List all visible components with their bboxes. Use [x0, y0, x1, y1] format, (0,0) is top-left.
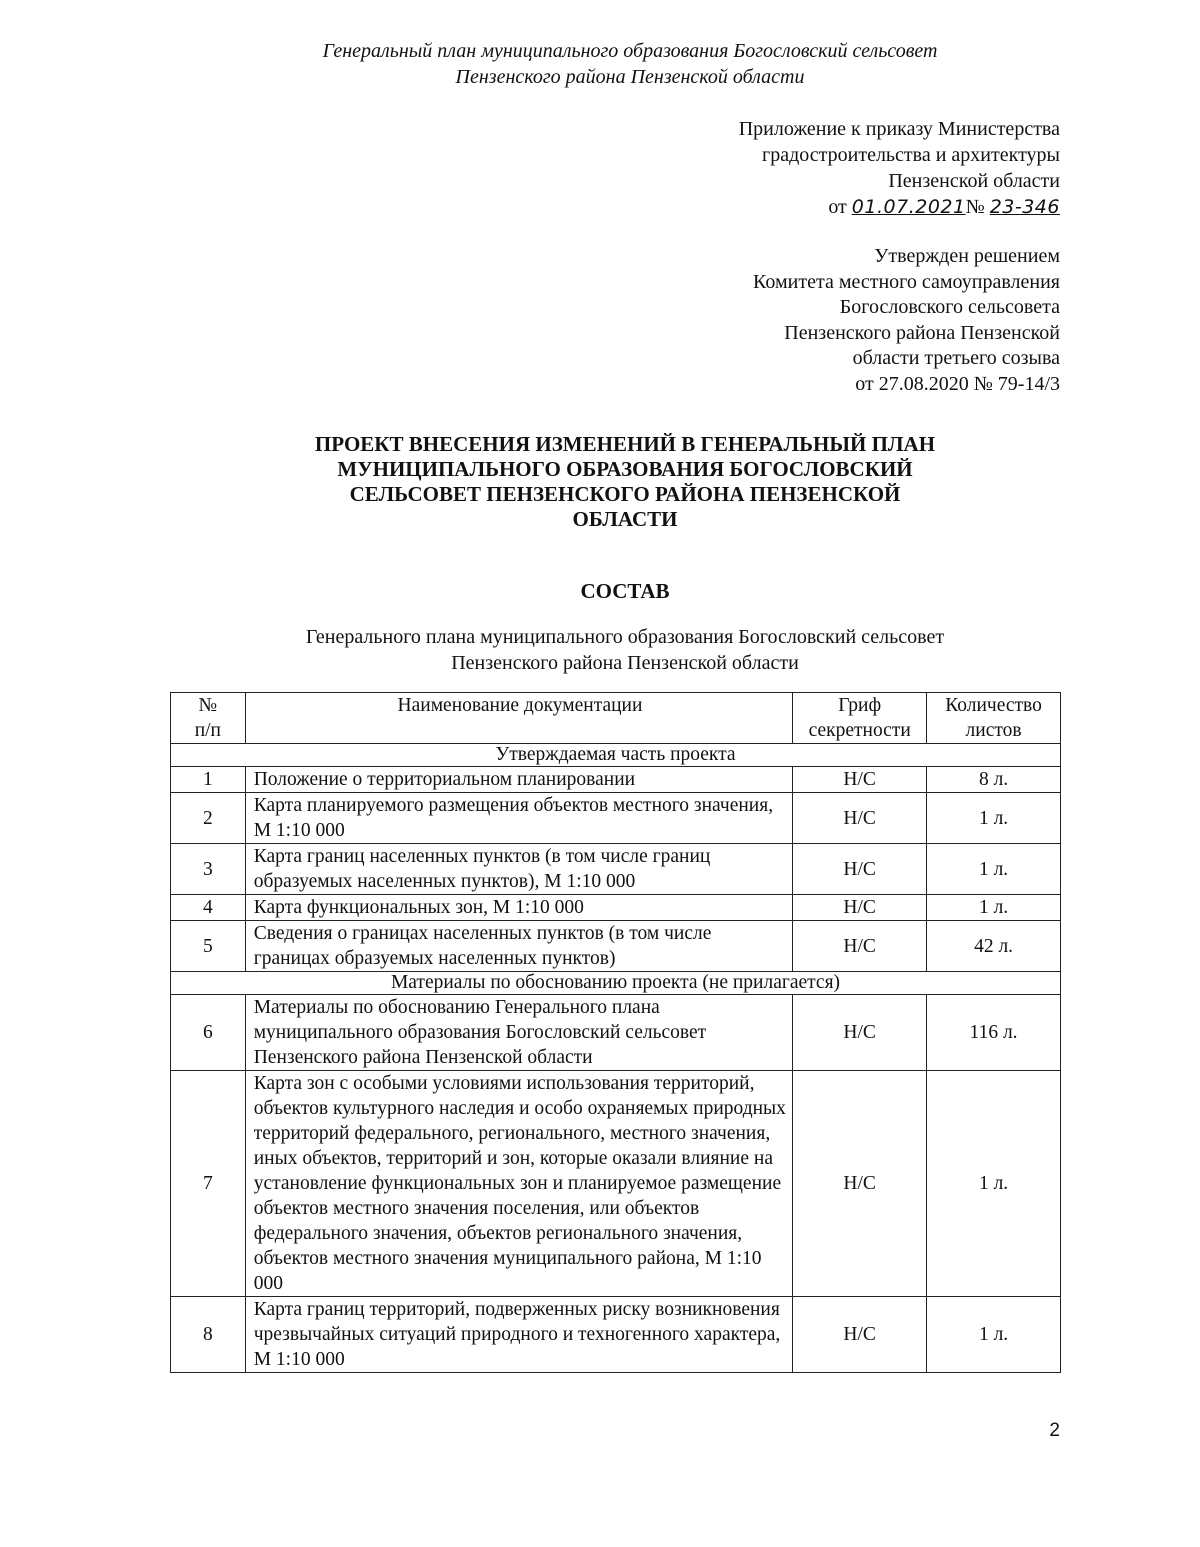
header-num-line-2: п/п [194, 720, 221, 741]
row-qty: 1 л. [927, 1071, 1061, 1297]
row-num: 3 [171, 844, 246, 895]
approval-line-4: Пензенского района Пензенской [784, 321, 1060, 344]
header-num [171, 693, 246, 744]
header-line-2: Пензенского района Пензенской области [455, 66, 805, 88]
row-name: Положение о территориальном планировании [245, 767, 793, 793]
composition-table [170, 692, 1061, 1373]
section-row-approved [171, 744, 1061, 767]
appendix-line-3: Пензенской области [888, 170, 1060, 192]
table-row [171, 995, 1061, 1071]
row-name: Карта границ населенных пунктов (в том числе границ образуемых населенных пунктов), М 1:10 000 [245, 844, 793, 895]
row-grif: Н/С [793, 844, 927, 895]
row-name: Материалы по обоснованию Генерального плана муниципального образования Богословский сельсовет Пензенского района Пензенской области [245, 995, 793, 1071]
caption-line-2: Пензенского района Пензенской области [451, 652, 799, 674]
header-grif [793, 693, 927, 744]
approval-line-3: Богословского сельсовета [839, 296, 1060, 318]
row-grif: Н/С [793, 895, 927, 921]
header-qty [927, 693, 1061, 744]
table-header-row [171, 693, 1061, 744]
section-row-materials [171, 972, 1061, 995]
title-line-4: ОБЛАСТИ [572, 507, 678, 531]
row-num: 1 [171, 767, 246, 793]
row-qty: 8 л. [927, 767, 1061, 793]
appendix-block [540, 116, 1060, 220]
header-grif-line-1: Гриф [838, 695, 882, 716]
table-row [171, 793, 1061, 844]
approval-line-5: области третьего созыва [852, 347, 1060, 369]
section-label: Утверждаемая часть проекта [171, 744, 1061, 767]
row-name: Карта границ территорий, подверженных риску возникновения чрезвычайных ситуаций природного и техногенного характера, М 1:10 000 [245, 1297, 793, 1373]
appendix-line-1: Приложение к приказу Министерства [738, 118, 1060, 140]
approval-block [540, 244, 1060, 397]
table-row [171, 1297, 1061, 1373]
table-row [171, 921, 1061, 972]
appendix-line-2: градостроительства и архитектуры [762, 144, 1060, 166]
document-title [240, 432, 1010, 532]
row-num: 7 [171, 1071, 246, 1297]
page-header [150, 38, 1110, 90]
row-grif: Н/С [793, 995, 927, 1071]
header-line-1: Генеральный план муниципального образования Богословский сельсовет [322, 40, 938, 62]
header-name: Наименование документации [245, 693, 793, 744]
title-line-1: ПРОЕКТ ВНЕСЕНИЯ ИЗМЕНЕНИЙ В ГЕНЕРАЛЬНЫЙ ПЛАН [314, 432, 936, 456]
caption-line-1: Генерального плана муниципального образования Богословский сельсовет [305, 626, 945, 648]
row-grif: Н/С [793, 793, 927, 844]
header-qty-line-2: листов [965, 720, 1022, 741]
appendix-number-label: № [965, 196, 985, 218]
table-row [171, 1071, 1061, 1297]
section-heading: СОСТАВ [580, 579, 670, 603]
row-qty: 1 л. [927, 1297, 1061, 1373]
appendix-order-line [540, 194, 1060, 220]
table-row [171, 767, 1061, 793]
table-row [171, 844, 1061, 895]
row-qty: 1 л. [927, 793, 1061, 844]
row-qty: 116 л. [927, 995, 1061, 1071]
approval-line-1: Утвержден решением [874, 245, 1060, 267]
table-caption [200, 624, 1050, 676]
row-num: 4 [171, 895, 246, 921]
approval-line-2: Комитета местного самоуправления [753, 270, 1060, 293]
row-qty: 1 л. [927, 844, 1061, 895]
row-grif: Н/С [793, 767, 927, 793]
row-num: 2 [171, 793, 246, 844]
header-num-line-1: № [198, 695, 218, 716]
row-grif: Н/С [793, 921, 927, 972]
row-num: 6 [171, 995, 246, 1071]
header-grif-line-2: секретности [808, 720, 911, 741]
row-name: Карта функциональных зон, М 1:10 000 [245, 895, 793, 921]
row-qty: 42 л. [927, 921, 1061, 972]
row-name: Карта планируемого размещения объектов местного значения, М 1:10 000 [245, 793, 793, 844]
row-num: 5 [171, 921, 246, 972]
page-number: 2 [1049, 1420, 1060, 1441]
section-label: Материалы по обоснованию проекта (не прилагается) [171, 972, 1061, 995]
row-name: Сведения о границах населенных пунктов (в том числе границах образуемых населенных пунктов) [245, 921, 793, 972]
title-line-3: СЕЛЬСОВЕТ ПЕНЗЕНСКОГО РАЙОНА ПЕНЗЕНСКОЙ [349, 482, 901, 506]
row-num: 8 [171, 1297, 246, 1373]
row-grif: Н/С [793, 1297, 927, 1373]
appendix-handwritten-number: 23-346 [989, 196, 1060, 218]
row-qty: 1 л. [927, 895, 1061, 921]
appendix-handwritten-date: 01.07.2021 [851, 196, 966, 218]
header-qty-line-1: Количество [945, 695, 1042, 716]
appendix-from-label: от [828, 196, 847, 218]
row-grif: Н/С [793, 1071, 927, 1297]
row-name: Карта зон с особыми условиями использования территорий, объектов культурного наследия и особо охраняемых природных территорий федерального, регионального, местного значения, иных объектов, территорий и зон, которые оказали влияние на установление функциональных зон и планируемое размещение объектов местного значения поселения, или объектов федерального значения, объектов регионального значения, объектов местного значения муниципального района, М 1:10 000 [245, 1071, 793, 1297]
title-line-2: МУНИЦИПАЛЬНОГО ОБРАЗОВАНИЯ БОГОСЛОВСКИЙ [337, 457, 913, 481]
approval-line-6: от 27.08.2020 № 79-14/3 [855, 372, 1060, 395]
table-row [171, 895, 1061, 921]
